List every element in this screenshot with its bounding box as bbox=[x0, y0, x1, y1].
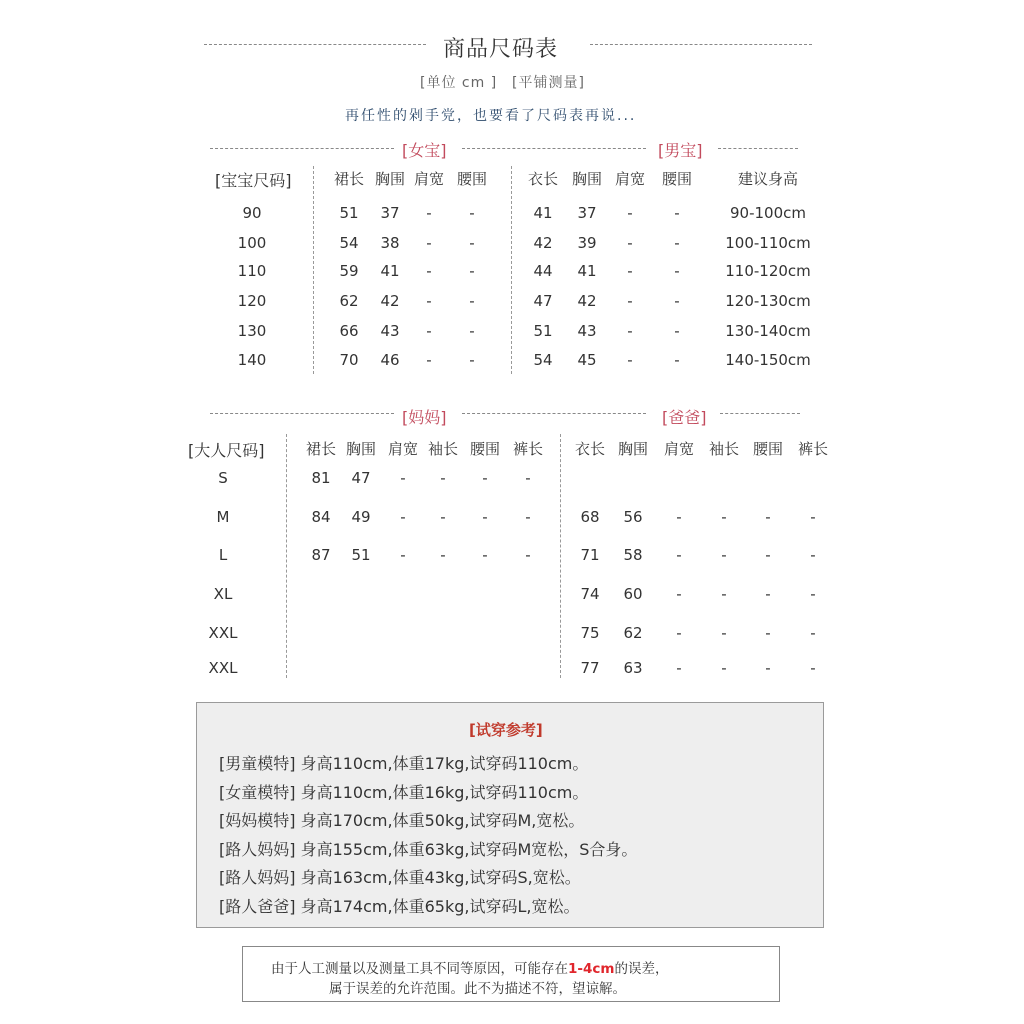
kids-size-cell: 100 bbox=[237, 234, 267, 252]
adults-dad-cell: - bbox=[676, 624, 682, 642]
adults-mom-cell: - bbox=[482, 546, 488, 564]
kids-girl-cell: - bbox=[426, 204, 432, 222]
adults-mom-col-header: 肩宽 bbox=[387, 440, 419, 458]
adults-dad-cell: - bbox=[721, 508, 727, 526]
adults-dad-cell: 74 bbox=[580, 585, 600, 603]
adults-mom-cell: - bbox=[482, 508, 488, 526]
kids-girl-cell: - bbox=[426, 262, 432, 280]
adults-dad-cell: 58 bbox=[623, 546, 643, 564]
kids-girl-cell: - bbox=[426, 234, 432, 252]
kids-girl-cell: 41 bbox=[380, 262, 400, 280]
adults-mom-cell: - bbox=[440, 469, 446, 487]
kids-boy-cell: - bbox=[627, 322, 633, 340]
adults-divider-left bbox=[286, 434, 287, 678]
adults-mom-cell: - bbox=[482, 469, 488, 487]
adults-dad-cell: 68 bbox=[580, 508, 600, 526]
kids-boy-cell: 47 bbox=[533, 292, 553, 310]
kids-girl-col-header: 胸围 bbox=[374, 170, 406, 188]
kids-boy-cell: 54 bbox=[533, 351, 553, 369]
kids-boy-cell: 39 bbox=[577, 234, 597, 252]
kids-girl-cell: 54 bbox=[339, 234, 359, 252]
kids-girl-cell: 43 bbox=[380, 322, 400, 340]
kids-girl-cell: - bbox=[426, 292, 432, 310]
kids-girl-col-header: 裙长 bbox=[333, 170, 365, 188]
adults-dad-col-header: 肩宽 bbox=[663, 440, 695, 458]
kids-boy-col-header: 胸围 bbox=[571, 170, 603, 188]
method-label: [平铺测量] bbox=[512, 75, 585, 91]
kids-girl-col-header: 腰围 bbox=[456, 170, 488, 188]
adults-dad-col-header: 裤长 bbox=[797, 440, 829, 458]
adults-dad-cell: - bbox=[765, 624, 771, 642]
disclaimer-text-b: 的误差， bbox=[614, 961, 669, 977]
adults-dad-cell: - bbox=[810, 585, 816, 603]
kids-height-cell: 130-140cm bbox=[725, 322, 811, 340]
adults-size-header: [大人尺码] bbox=[188, 441, 265, 460]
adults-mom-cell: - bbox=[440, 508, 446, 526]
kids-girl-cell: - bbox=[426, 322, 432, 340]
adults-dad-cell: 56 bbox=[623, 508, 643, 526]
adults-dad-cell: 75 bbox=[580, 624, 600, 642]
adults-mom-cell: - bbox=[400, 469, 406, 487]
adults-size-cell: L bbox=[218, 546, 228, 564]
kids-girl-cell: 62 bbox=[339, 292, 359, 310]
adults-mom-cell: 47 bbox=[351, 469, 371, 487]
adults-mom-col-header: 裙长 bbox=[305, 440, 337, 458]
adults-dad-cell: - bbox=[676, 659, 682, 677]
kids-boy-cell: 51 bbox=[533, 322, 553, 340]
kids-girl-cell: 42 bbox=[380, 292, 400, 310]
adults-dad-cell: 77 bbox=[580, 659, 600, 677]
adults-mom-cell: - bbox=[400, 508, 406, 526]
kids-boy-cell: - bbox=[674, 292, 680, 310]
try-on-reference-item: [路人妈妈] 身高155cm,体重63kg,试穿码M宽松，S合身。 bbox=[219, 839, 638, 859]
adults-mom-cell: - bbox=[525, 469, 531, 487]
boy-right-dash bbox=[718, 148, 798, 149]
kids-boy-cell: 45 bbox=[577, 351, 597, 369]
disclaimer-highlight: 1-4cm bbox=[568, 961, 615, 977]
kids-boy-cell: 43 bbox=[577, 322, 597, 340]
kids-girl-cell: 51 bbox=[339, 204, 359, 222]
kids-boy-col-header: 衣长 bbox=[527, 170, 559, 188]
try-on-reference-item: [妈妈模特] 身高170cm,体重50kg,试穿码M,宽松。 bbox=[219, 811, 585, 830]
mom-section-label: [妈妈] bbox=[402, 408, 447, 427]
kids-boy-cell: 42 bbox=[577, 292, 597, 310]
adults-size-cell: M bbox=[216, 508, 230, 526]
kids-girl-cell: - bbox=[469, 322, 475, 340]
disclaimer-line-1 bbox=[271, 957, 668, 977]
kids-girl-cell: 46 bbox=[380, 351, 400, 369]
kids-boy-cell: - bbox=[627, 292, 633, 310]
try-on-reference-item: [男童模特] 身高110cm,体重17kg,试穿码110cm。 bbox=[219, 754, 589, 773]
kids-boy-cell: 41 bbox=[577, 262, 597, 280]
title-left-dash bbox=[204, 44, 426, 45]
try-on-reference-item: [女童模特] 身高110cm,体重16kg,试穿码110cm。 bbox=[219, 782, 589, 802]
dad-section-label: [爸爸] bbox=[662, 408, 707, 427]
adults-mom-col-header: 裤长 bbox=[512, 440, 544, 458]
adults-dad-cell: - bbox=[676, 508, 682, 526]
try-on-reference-item: [路人爸爸] 身高174cm,体重65kg,试穿码L,宽松。 bbox=[219, 896, 580, 916]
kids-girl-cell: - bbox=[469, 204, 475, 222]
adults-dad-cell: - bbox=[721, 659, 727, 677]
adults-dad-col-header: 胸围 bbox=[617, 440, 649, 458]
kids-boy-col-header: 腰围 bbox=[661, 170, 693, 188]
try-on-reference-title: [试穿参考] bbox=[469, 721, 543, 739]
adults-size-cell: XXL bbox=[208, 624, 238, 642]
adults-dad-cell: - bbox=[721, 546, 727, 564]
kids-boy-cell: 41 bbox=[533, 204, 553, 222]
kids-divider-right bbox=[511, 166, 512, 374]
adults-dad-cell: 60 bbox=[623, 585, 643, 603]
kids-boy-cell: 37 bbox=[577, 204, 597, 222]
kids-size-cell: 110 bbox=[237, 262, 267, 280]
kids-boy-cell: 42 bbox=[533, 234, 553, 252]
kids-boy-cell: - bbox=[674, 204, 680, 222]
adults-size-cell: XL bbox=[213, 585, 233, 603]
kids-size-cell: 140 bbox=[237, 351, 267, 369]
adults-dad-cell: - bbox=[676, 585, 682, 603]
kids-boy-cell: - bbox=[627, 351, 633, 369]
kids-girl-cell: - bbox=[469, 292, 475, 310]
disclaimer-text-a: 由于人工测量以及测量工具不同等原因，可能存在 bbox=[271, 961, 568, 977]
adults-dad-cell: - bbox=[721, 585, 727, 603]
unit-label: [单位 cm ] bbox=[420, 75, 498, 91]
adults-mom-cell: - bbox=[440, 546, 446, 564]
kids-size-cell: 130 bbox=[237, 322, 267, 340]
kids-height-cell: 100-110cm bbox=[725, 234, 811, 252]
adults-divider-right bbox=[560, 434, 561, 678]
try-on-reference-item: [路人妈妈] 身高163cm,体重43kg,试穿码S,宽松。 bbox=[219, 868, 581, 887]
kids-boy-cell: - bbox=[627, 234, 633, 252]
adults-dad-cell: - bbox=[810, 659, 816, 677]
adults-mom-col-header: 袖长 bbox=[427, 440, 459, 458]
kids-boy-cell: - bbox=[627, 262, 633, 280]
adults-dad-cell: - bbox=[765, 659, 771, 677]
title-right-dash bbox=[590, 44, 812, 45]
adults-mom-cell: 81 bbox=[311, 469, 331, 487]
kids-boy-cell: - bbox=[674, 351, 680, 369]
adults-dad-cell: - bbox=[765, 585, 771, 603]
girl-right-dash bbox=[462, 148, 646, 149]
kids-boy-col-header: 肩宽 bbox=[614, 170, 646, 188]
boy-section-label: [男宝] bbox=[658, 141, 703, 160]
adults-size-cell: S bbox=[218, 469, 228, 487]
adults-dad-cell: - bbox=[721, 624, 727, 642]
girl-section-label: [女宝] bbox=[402, 141, 447, 160]
kids-height-cell: 140-150cm bbox=[725, 351, 811, 369]
kids-boy-cell: - bbox=[674, 234, 680, 252]
kids-size-cell: 120 bbox=[237, 292, 267, 310]
adults-size-cell: XXL bbox=[208, 659, 238, 677]
dad-right-dash bbox=[720, 413, 800, 414]
page-title: 商品尺码表 bbox=[443, 37, 559, 62]
adults-mom-cell: 51 bbox=[351, 546, 371, 564]
disclaimer-line-2: 属于误差的允许范围。此不为描述不符，望谅解。 bbox=[329, 981, 626, 997]
kids-height-cell: 120-130cm bbox=[725, 292, 811, 310]
mom-right-dash bbox=[462, 413, 646, 414]
adults-mom-cell: - bbox=[525, 508, 531, 526]
disclaimer-box bbox=[242, 946, 780, 1002]
adults-dad-cell: 63 bbox=[623, 659, 643, 677]
adults-mom-cell: 84 bbox=[311, 508, 331, 526]
adults-mom-col-header: 胸围 bbox=[345, 440, 377, 458]
adults-dad-cell: - bbox=[810, 624, 816, 642]
adults-dad-col-header: 腰围 bbox=[752, 440, 784, 458]
adults-mom-cell: - bbox=[525, 546, 531, 564]
girl-left-dash bbox=[210, 148, 394, 149]
kids-girl-cell: - bbox=[469, 351, 475, 369]
kids-height-cell: 90-100cm bbox=[730, 204, 806, 222]
adults-dad-cell: - bbox=[810, 508, 816, 526]
adults-dad-cell: 62 bbox=[623, 624, 643, 642]
kids-size-cell: 90 bbox=[242, 204, 262, 222]
kids-girl-cell: - bbox=[469, 262, 475, 280]
kids-boy-cell: - bbox=[674, 322, 680, 340]
kids-girl-cell: 38 bbox=[380, 234, 400, 252]
adults-dad-cell: - bbox=[765, 546, 771, 564]
tagline: 再任性的剁手党，也要看了尺码表再说... bbox=[345, 108, 637, 124]
kids-girl-cell: - bbox=[426, 351, 432, 369]
adults-dad-cell: - bbox=[810, 546, 816, 564]
kids-girl-cell: 66 bbox=[339, 322, 359, 340]
try-on-reference-box bbox=[196, 702, 824, 928]
adults-mom-cell: 87 bbox=[311, 546, 331, 564]
kids-divider-left bbox=[313, 166, 314, 374]
kids-boy-cell: 44 bbox=[533, 262, 553, 280]
adults-dad-cell: - bbox=[676, 546, 682, 564]
adults-dad-col-header: 衣长 bbox=[574, 440, 606, 458]
kids-boy-cell: - bbox=[674, 262, 680, 280]
adults-dad-cell: - bbox=[765, 508, 771, 526]
mom-left-dash bbox=[210, 413, 394, 414]
adults-mom-cell: - bbox=[400, 546, 406, 564]
adults-dad-cell: 71 bbox=[580, 546, 600, 564]
adults-dad-col-header: 袖长 bbox=[708, 440, 740, 458]
kids-girl-cell: 70 bbox=[339, 351, 359, 369]
kids-size-header: [宝宝尺码] bbox=[215, 171, 292, 190]
kids-girl-cell: 59 bbox=[339, 262, 359, 280]
kids-boy-cell: - bbox=[627, 204, 633, 222]
kids-girl-cell: 37 bbox=[380, 204, 400, 222]
kids-girl-col-header: 肩宽 bbox=[413, 170, 445, 188]
adults-mom-col-header: 腰围 bbox=[469, 440, 501, 458]
kids-girl-cell: - bbox=[469, 234, 475, 252]
kids-height-cell: 110-120cm bbox=[725, 262, 811, 280]
adults-mom-cell: 49 bbox=[351, 508, 371, 526]
kids-height-header: 建议身高 bbox=[737, 170, 799, 188]
